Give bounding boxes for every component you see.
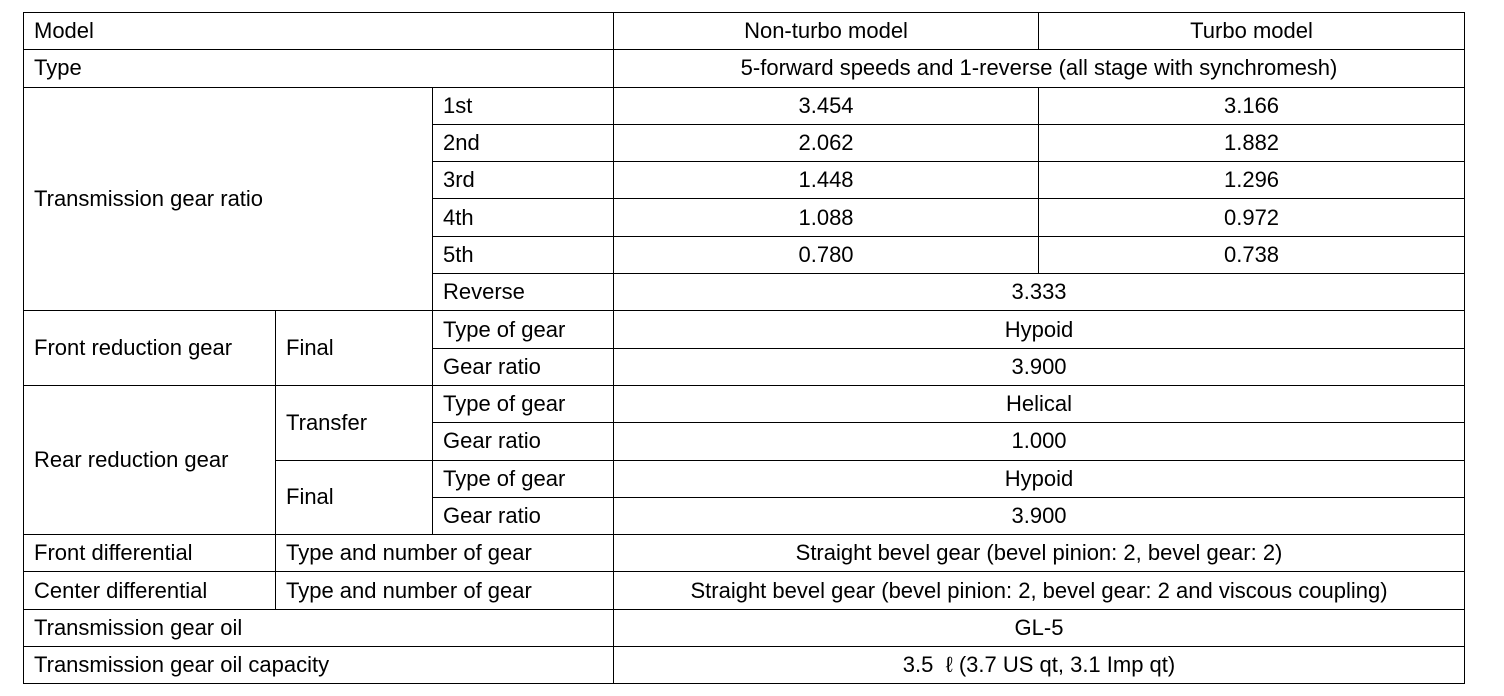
gear-ratio-sublabel: Gear ratio bbox=[433, 348, 614, 385]
reverse-ratio: 3.333 bbox=[614, 274, 1465, 311]
front-differential-value: Straight bevel gear (bevel pinion: 2, bevel gear: 2) bbox=[614, 535, 1465, 572]
non-turbo-ratio: 0.780 bbox=[614, 236, 1039, 273]
gear-ratio-sublabel: Gear ratio bbox=[433, 497, 614, 534]
table-row bbox=[24, 50, 1465, 87]
table-row bbox=[24, 13, 1465, 50]
gear-name: 2nd bbox=[433, 124, 614, 161]
table-row bbox=[24, 87, 1465, 124]
reverse-gear-name: Reverse bbox=[433, 274, 614, 311]
gear-oil-value: GL-5 bbox=[614, 609, 1465, 646]
center-differential-sub: Type and number of gear bbox=[276, 572, 614, 609]
gear-name: 4th bbox=[433, 199, 614, 236]
type-value: 5-forward speeds and 1-reverse (all stage with synchromesh) bbox=[614, 50, 1465, 87]
specification-table bbox=[23, 12, 1465, 684]
non-turbo-ratio: 2.062 bbox=[614, 124, 1039, 161]
type-of-gear-label: Type of gear bbox=[433, 311, 614, 348]
turbo-ratio: 0.972 bbox=[1039, 199, 1465, 236]
front-reduction-label: Front reduction gear bbox=[24, 311, 276, 386]
gear-ratio-label: Transmission gear ratio bbox=[24, 87, 433, 311]
non-turbo-ratio: 3.454 bbox=[614, 87, 1039, 124]
table-row bbox=[24, 311, 1465, 348]
transfer-type: Helical bbox=[614, 385, 1465, 422]
table-row bbox=[24, 647, 1465, 684]
turbo-ratio: 1.882 bbox=[1039, 124, 1465, 161]
gear-ratio-sublabel: Gear ratio bbox=[433, 423, 614, 460]
gear-name: 1st bbox=[433, 87, 614, 124]
table-row bbox=[24, 385, 1465, 422]
center-differential-label: Center differential bbox=[24, 572, 276, 609]
non-turbo-ratio: 1.088 bbox=[614, 199, 1039, 236]
table-row bbox=[24, 535, 1465, 572]
rear-reduction-label: Rear reduction gear bbox=[24, 385, 276, 534]
non-turbo-header: Non-turbo model bbox=[614, 13, 1039, 50]
turbo-ratio: 1.296 bbox=[1039, 162, 1465, 199]
front-reduction-ratio: 3.900 bbox=[614, 348, 1465, 385]
front-differential-sub: Type and number of gear bbox=[276, 535, 614, 572]
turbo-header: Turbo model bbox=[1039, 13, 1465, 50]
type-label: Type bbox=[24, 50, 614, 87]
oil-capacity-value: 3.5 ℓ (3.7 US qt, 3.1 Imp qt) bbox=[614, 647, 1465, 684]
table-row bbox=[24, 609, 1465, 646]
turbo-ratio: 0.738 bbox=[1039, 236, 1465, 273]
gear-name: 3rd bbox=[433, 162, 614, 199]
rear-reduction-transfer: Transfer bbox=[276, 385, 433, 460]
front-reduction-type: Hypoid bbox=[614, 311, 1465, 348]
gear-oil-label: Transmission gear oil bbox=[24, 609, 614, 646]
front-reduction-final: Final bbox=[276, 311, 433, 386]
non-turbo-ratio: 1.448 bbox=[614, 162, 1039, 199]
type-of-gear-label: Type of gear bbox=[433, 385, 614, 422]
rear-reduction-final: Final bbox=[276, 460, 433, 535]
model-header: Model bbox=[24, 13, 614, 50]
front-differential-label: Front differential bbox=[24, 535, 276, 572]
type-of-gear-label: Type of gear bbox=[433, 460, 614, 497]
table-row bbox=[24, 572, 1465, 609]
rear-final-type: Hypoid bbox=[614, 460, 1465, 497]
oil-capacity-label: Transmission gear oil capacity bbox=[24, 647, 614, 684]
center-differential-value: Straight bevel gear (bevel pinion: 2, bevel gear: 2 and viscous coupling) bbox=[614, 572, 1465, 609]
gear-name: 5th bbox=[433, 236, 614, 273]
turbo-ratio: 3.166 bbox=[1039, 87, 1465, 124]
rear-final-ratio: 3.900 bbox=[614, 497, 1465, 534]
transfer-ratio: 1.000 bbox=[614, 423, 1465, 460]
